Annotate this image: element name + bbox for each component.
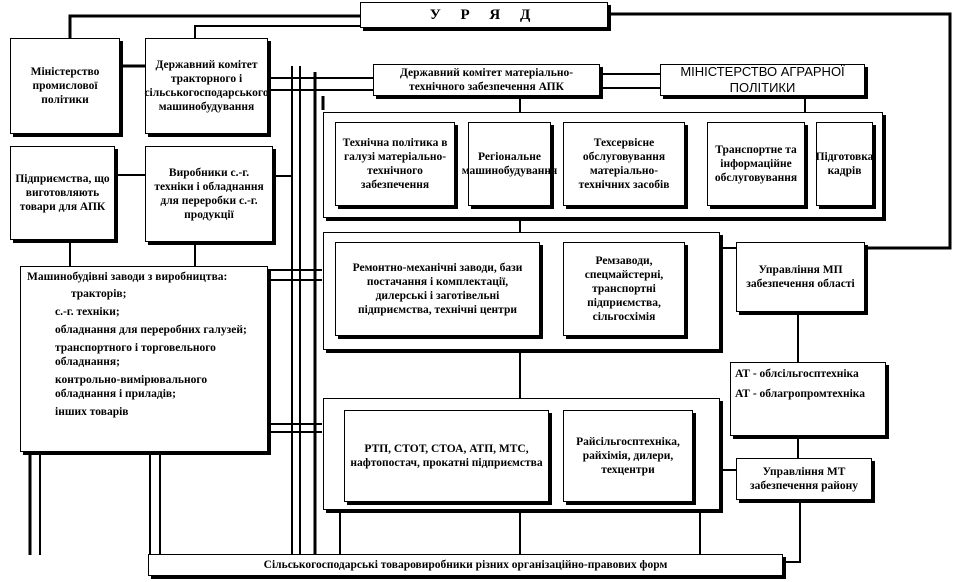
- ministry-industry-box: Міністерство промислової політики: [10, 38, 120, 134]
- regional-box-remzavody: Ремзаводи, спецмайстерні, транспортні підприємства, сільгосхімія: [563, 242, 685, 336]
- policy-box-technical: Технічна політика в галузі матеріально-технічного забезпечення: [335, 122, 455, 206]
- machine-plants-item: контрольно-вимірювального обладнання і приладів;: [55, 374, 208, 400]
- machine-plants-item: тракторів;: [71, 288, 127, 300]
- policy-box-techservice: Техсервісне обслуговування матеріально-технічних засобів: [563, 122, 685, 206]
- policy-box-training: Підготовка кадрів: [816, 122, 873, 206]
- at-line-1: АТ - облсільгосптехніка: [735, 368, 859, 380]
- enterprises-box: Підприємства, що виготовляють товари для АПК: [10, 146, 115, 240]
- policy-box-regional: Регіональне машинобудування: [468, 122, 551, 206]
- policy-box-transport: Транспортне та інформаційне обслуговування: [707, 122, 805, 206]
- producers-bottom-box: Сільськогосподарські товаровиробники різних організаційно-правових форм: [148, 554, 783, 576]
- regional-box-repair-plants: Ремонтно-механічні заводи, бази постачання і комплектації, дилерські і заготівельні підприємства, технічні центри: [335, 242, 540, 336]
- machine-plants-heading: Машинобудівні заводи з виробництва:: [27, 271, 228, 283]
- district-mgmt-box: Управління МТ забезпечення району: [736, 458, 872, 500]
- region-mgmt-box: Управління МП забезпечення області: [736, 242, 865, 312]
- ministry-agrarian-box: МІНІСТЕРСТВО АГРАРНОЇ ПОЛІТИКИ: [660, 64, 865, 96]
- government-box: У Р Я Д: [360, 2, 608, 28]
- district-box-rtp: РТП, СТОТ, СТОА, АТП, МТС, нафтопостач, прокатні підприємства: [344, 410, 549, 502]
- state-committee-tractor-box: Державний комітет тракторного і сільськогосподарського машинобудування: [145, 38, 268, 134]
- producers-box: Виробники с.-г. техніки і обладнання для переробки с.-г. продукції: [145, 146, 273, 242]
- state-committee-supply-box: Державний комітет матеріально-технічного забезпечення АПК: [373, 64, 600, 96]
- machine-plants-item: інших товарів: [55, 406, 129, 418]
- machine-plants-item: с.-г. техніки;: [55, 306, 120, 318]
- machine-plants-item: обладнання для переробних галузей;: [55, 324, 247, 336]
- machine-plants-item: транспортного і торговельного обладнання;: [55, 342, 216, 368]
- machine-plants-box: [20, 266, 268, 452]
- at-line-2: АТ - облагропромтехніка: [735, 388, 866, 400]
- at-box: [730, 362, 886, 436]
- district-box-raisilgosp: Райсільгосптехніка, райхімія, дилери, техцентри: [563, 410, 693, 502]
